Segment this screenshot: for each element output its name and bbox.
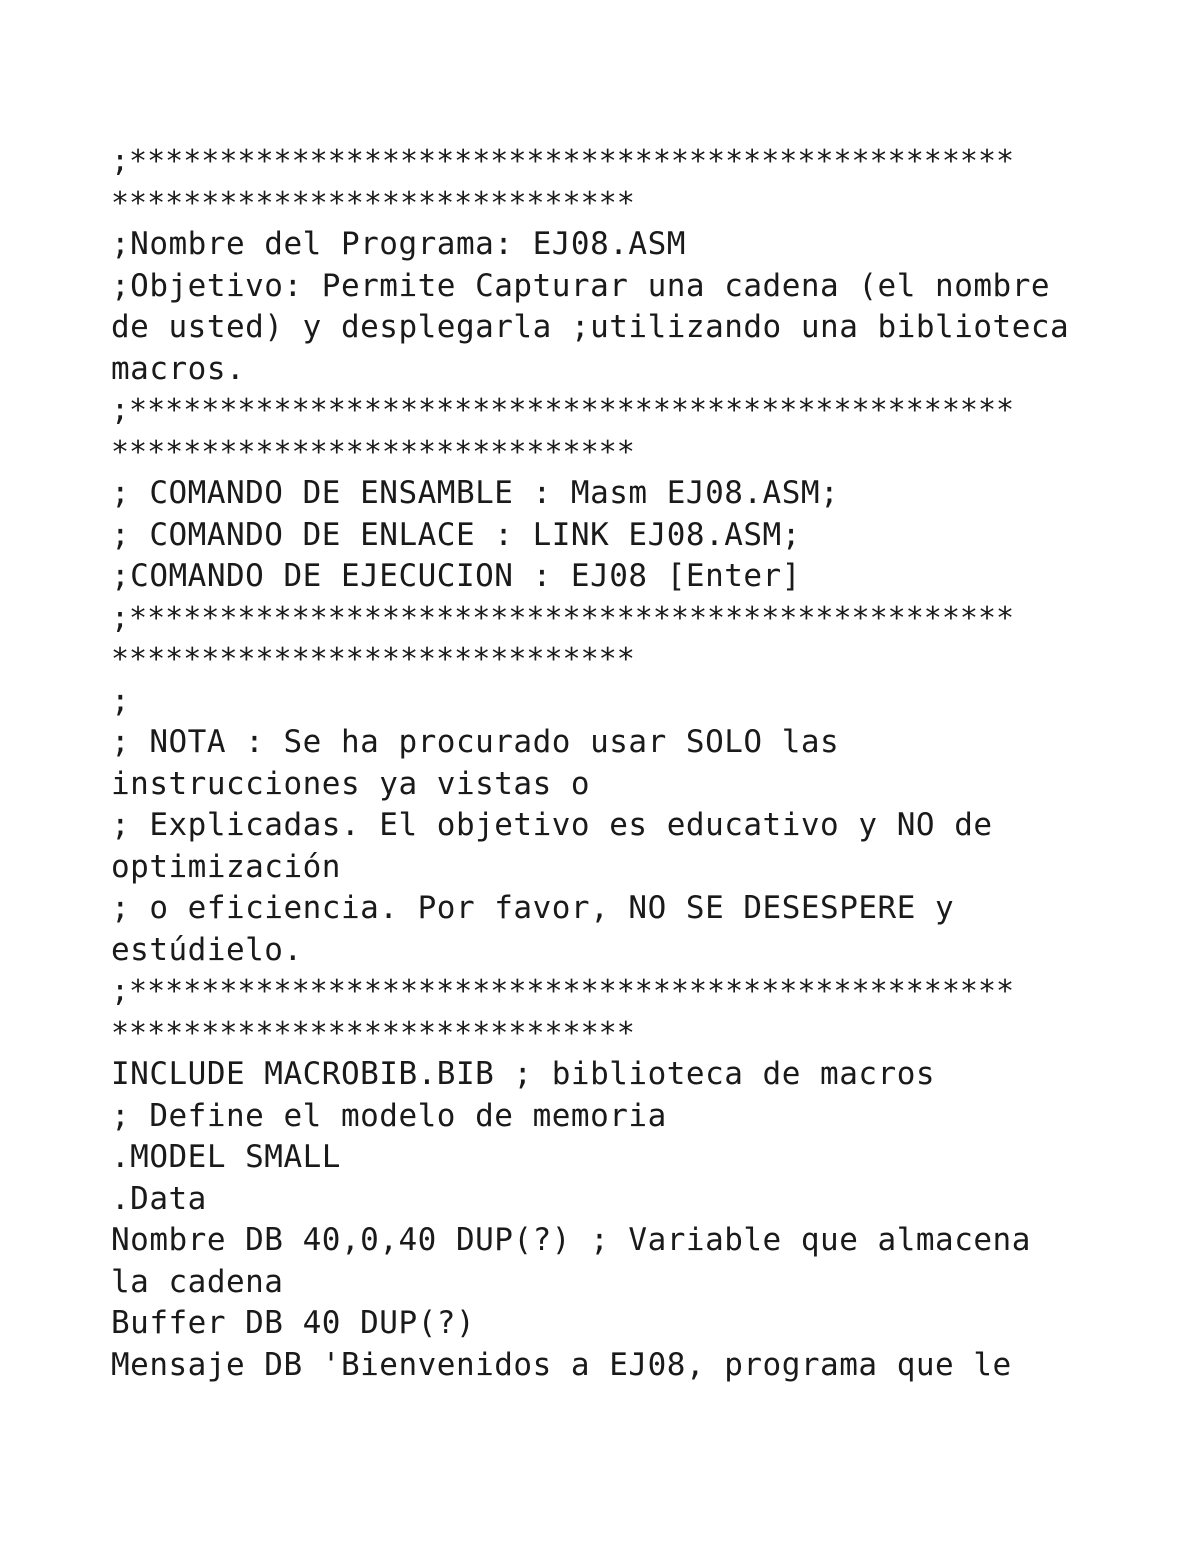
- note-line: optimización: [111, 848, 341, 885]
- variable-declaration-line: Buffer DB 40 DUP(?): [111, 1305, 476, 1341]
- objective-line: ;Objetivo: Permite Capturar una cadena (el nombre: [111, 267, 1051, 304]
- include-line: INCLUDE MACROBIB.BIB ; biblioteca de macros: [111, 1056, 936, 1092]
- separator-line: *****************************: [111, 185, 635, 221]
- note-line: ; o eficiencia. Por favor, NO SE DESESPERE y: [111, 890, 955, 926]
- source-code-block: [111, 141, 1111, 1386]
- program-name-line: ;Nombre del Programa: EJ08.ASM: [111, 226, 686, 262]
- model-directive-line: .MODEL SMALL: [111, 1139, 341, 1175]
- comment-line: ; Define el modelo de memoria: [111, 1097, 667, 1134]
- note-line: estúdielo.: [111, 931, 303, 968]
- run-command-line: ;COMANDO DE EJECUCION : EJ08 [Enter]: [111, 558, 801, 594]
- separator-line: *****************************: [111, 642, 635, 677]
- note-line: ; NOTA : Se ha procurado usar SOLO las: [111, 724, 840, 760]
- separator-line: *****************************: [111, 1015, 635, 1051]
- comment-line: ;: [111, 682, 131, 719]
- data-directive-line: .Data: [111, 1180, 207, 1217]
- variable-declaration-line: la cadena: [111, 1263, 284, 1300]
- objective-line: macros.: [111, 350, 246, 387]
- separator-line: ;*************************************************: [111, 144, 1015, 179]
- variable-declaration-line: Mensaje DB 'Bienvenidos a EJ08, programa que le: [111, 1346, 1012, 1383]
- assemble-command-line: ; COMANDO DE ENSAMBLE : Masm EJ08.ASM;: [111, 475, 840, 511]
- note-line: instrucciones ya vistas o: [111, 765, 591, 802]
- objective-line: de usted) y desplegarla ;utilizando una biblioteca: [111, 309, 1070, 345]
- separator-line: ;*************************************************: [111, 600, 1015, 636]
- link-command-line: ; COMANDO DE ENLACE : LINK EJ08.ASM;: [111, 516, 801, 553]
- separator-line: *****************************: [111, 434, 635, 470]
- variable-declaration-line: Nombre DB 40,0,40 DUP(?) ; Variable que almacena: [111, 1222, 1031, 1258]
- separator-line: ;*************************************************: [111, 393, 1015, 428]
- separator-line: ;*************************************************: [111, 974, 1015, 1009]
- note-line: ; Explicadas. El objetivo es educativo y NO de: [111, 807, 993, 843]
